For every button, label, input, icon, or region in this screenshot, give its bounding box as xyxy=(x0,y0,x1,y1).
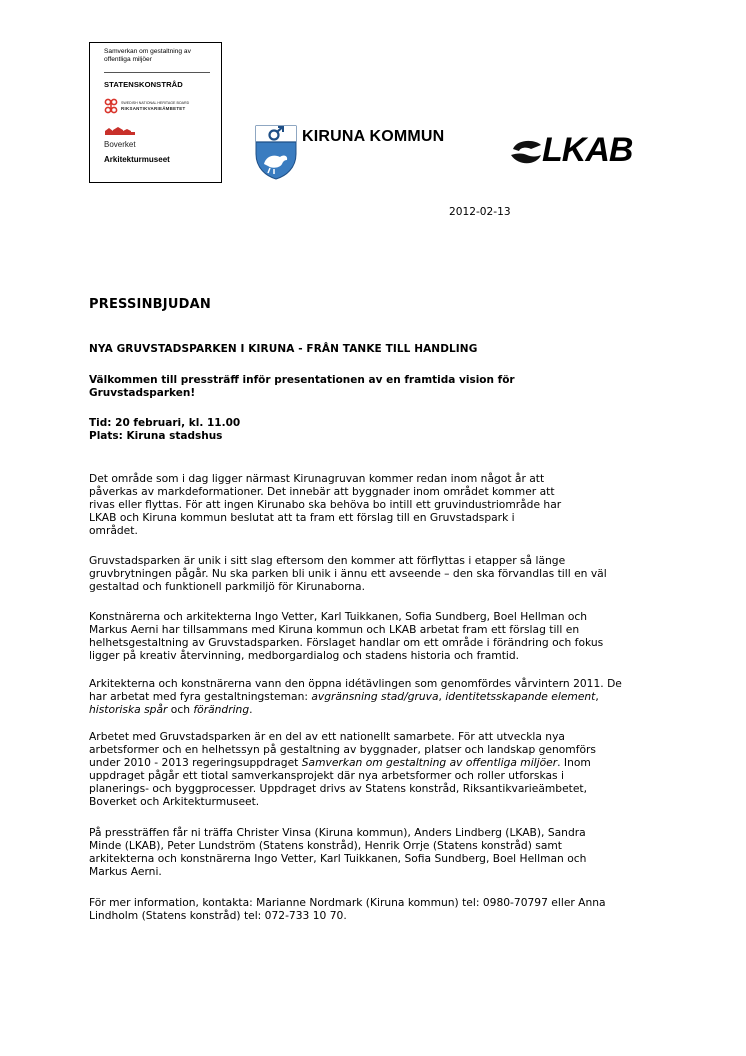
p4-line xyxy=(89,690,674,703)
p2-line: Gruvstadsparken är unik i sitt slag eftersom den kommer att förflyttas i etapper så länge xyxy=(89,554,566,567)
p1-line: Det område som i dag ligger närmast Kirunagruvan kommer redan inom något år att xyxy=(89,472,545,485)
kiruna-kommun-logo xyxy=(254,124,474,184)
p3-line: helhetsgestaltning av Gruvstadsparken. Förslaget handlar om ett område i förändring och fokus xyxy=(89,636,604,649)
raa-logo xyxy=(104,98,211,114)
p4-text: , xyxy=(438,690,446,703)
p4-theme: avgränsning stad/gruva xyxy=(311,690,439,703)
p1-line: påverkas av markdeformationer. Det innebär att byggnader inom området kommer att xyxy=(89,485,555,498)
arkitekturmuseet-logo: Arkitekturmuseet xyxy=(104,155,170,164)
p4-theme: förändring xyxy=(193,703,250,716)
paragraph-4 xyxy=(89,677,674,716)
contact-line: Lindholm (Statens konstråd) tel: 072-733 10 70. xyxy=(89,909,347,922)
document-date: 2012-02-13 xyxy=(449,206,511,218)
event-place: Plats: Kiruna stadshus xyxy=(89,430,223,442)
partner-logo-box xyxy=(89,42,222,183)
raa-line-swedish: RIKSANTIKVARIEÄMBETET xyxy=(121,106,186,111)
p4-text: och xyxy=(167,703,194,716)
event-time: Tid: 20 februari, kl. 11.00 xyxy=(89,417,241,429)
p5-line xyxy=(89,756,674,769)
statens-konstrad-logo: STATENSKONSTRÅD xyxy=(104,80,183,89)
p6-line: Markus Aerni. xyxy=(89,865,162,878)
lkab-mark-icon xyxy=(509,135,543,169)
p6-line: arkitekterna och konstnärerna Ingo Vetter, Karl Tuikkanen, Sofia Sundberg, Boel Hellman och xyxy=(89,852,587,865)
paragraph-2 xyxy=(89,554,674,593)
contact-line: För mer information, kontakta: Marianne Nordmark (Kiruna kommun) tel: 0980-70797 eller Anna xyxy=(89,896,606,909)
raa-line-english: SWEDISH NATIONAL HERITAGE BOARD xyxy=(121,101,190,105)
boverket-houses-icon xyxy=(104,126,136,136)
p4-text: . xyxy=(249,703,253,716)
raa-emblem-icon xyxy=(104,98,118,114)
p3-line: Konstnärerna och arkitekterna Ingo Vetter, Karl Tuikkanen, Sofia Sundberg, Boel Hellman och xyxy=(89,610,588,623)
kiruna-coat-of-arms-icon xyxy=(254,124,298,180)
p5-text: under 2010 - 2013 regeringsuppdraget xyxy=(89,756,302,769)
event-details xyxy=(89,417,240,443)
p1-line: rivas eller flyttas. För att ingen Kirunabo ska behöva bo intill ett gruvindustriområde har xyxy=(89,498,562,511)
paragraph-1 xyxy=(89,472,674,537)
paragraph-3 xyxy=(89,610,674,662)
p2-line: gruvbrytningen pågår. Nu ska parken bli unik i ännu ett avseende – den ska förvandlas till en väl xyxy=(89,567,607,580)
boverket-logo xyxy=(104,121,211,149)
page-title: PRESSINBJUDAN xyxy=(89,297,211,312)
partner-box-divider xyxy=(104,72,210,73)
p2-line: gestaltad och funktionell parkmiljö för Kirunaborna. xyxy=(89,580,366,593)
p4-line xyxy=(89,703,674,716)
paragraph-6 xyxy=(89,826,674,878)
p3-line: ligger på kreativ återvinning, medborgardialog och stadens historia och framtid. xyxy=(89,649,520,662)
p6-line: Minde (LKAB), Peter Lundström (Statens konstråd), Henrik Orrje (Statens konstråd) samt xyxy=(89,839,562,852)
p1-line: LKAB och Kiruna kommun beslutat att ta fram ett förslag till en Gruvstadspark i xyxy=(89,511,515,524)
p4-line: Arkitekterna och konstnärerna vann den öppna idétävlingen som genomfördes vårvintern 2011. De xyxy=(89,677,622,690)
p4-theme: historiska spår xyxy=(89,703,168,716)
lkab-logo xyxy=(509,131,644,174)
welcome-text xyxy=(89,374,515,400)
p4-text: , xyxy=(595,690,599,703)
lkab-text: LKAB xyxy=(542,131,633,169)
p5-assignment-title: Samverkan om gestaltning av offentliga miljöer xyxy=(301,756,558,769)
p4-theme: identitetsskapande element xyxy=(445,690,596,703)
paragraph-5 xyxy=(89,730,674,808)
p3-line: Markus Aerni har tillsammans med Kiruna kommun och LKAB arbetat fram ett förslag till en xyxy=(89,623,580,636)
p5-line: planerings- och byggprocesser. Uppdraget drivs av Statens konstråd, Riksantikvarieämbetet, xyxy=(89,782,588,795)
partner-box-title: Samverkan om gestaltning av offentliga miljöer xyxy=(104,48,191,63)
p5-line: arbetsformer och en helhetssyn på gestaltning av byggnader, platser och landskap genomförs xyxy=(89,743,596,756)
p5-line: uppdraget pågår ett tiotal samverkansprojekt där nya arbetsformer och roller utforskas i xyxy=(89,769,564,782)
subheading: NYA GRUVSTADSPARKEN I KIRUNA - FRÅN TANKE TILL HANDLING xyxy=(89,343,478,355)
boverket-text: Boverket xyxy=(104,140,136,149)
welcome-line-2: Gruvstadsparken! xyxy=(89,387,196,399)
paragraph-contact xyxy=(89,896,674,922)
p6-line: På pressträffen får ni träffa Christer Vinsa (Kiruna kommun), Anders Lindberg (LKAB), Sandra xyxy=(89,826,586,839)
p5-line: Boverket och Arkitekturmuseet. xyxy=(89,795,260,808)
p1-line: området. xyxy=(89,524,138,537)
p5-line: Arbetet med Gruvstadsparken är en del av ett nationellt samarbete. För att utveckla nya xyxy=(89,730,565,743)
welcome-line-1: Välkommen till pressträff inför presentationen av en framtida vision för xyxy=(89,374,515,386)
p4-text: har arbetat med fyra gestaltningsteman: xyxy=(89,690,312,703)
kiruna-kommun-text: KIRUNA KOMMUN xyxy=(302,128,445,145)
p5-text: . Inom xyxy=(557,756,591,769)
